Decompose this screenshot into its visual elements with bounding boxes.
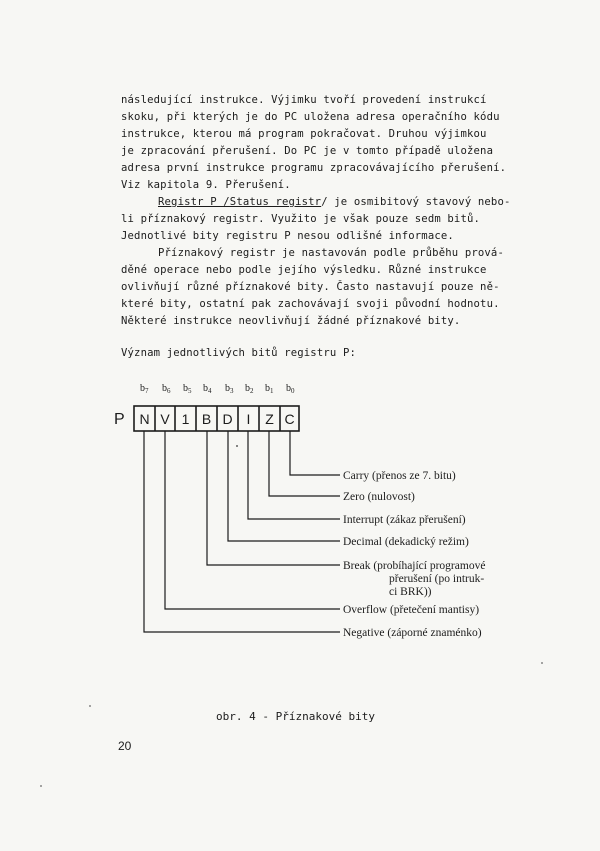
text-line: Význam jednotlivých bitů registru P: <box>121 347 357 359</box>
text-line: skoku, při kterých je do PC uložena adresa operačního kódu <box>121 111 500 123</box>
flag-decimal: Decimal (dekadický režim) <box>343 536 469 548</box>
text-line: Některé instrukce neovlivňují žádné příznakové bity. <box>121 315 461 327</box>
text-line: li příznakový registr. Využito je však pouze sedm bitů. <box>121 213 481 225</box>
text-line: adresa první instrukce programu zpracovávajícího přerušení. <box>121 162 507 174</box>
register-name: P <box>114 411 125 428</box>
bit-label: $b_7$ <box>140 383 149 395</box>
leader-line-break <box>207 431 340 565</box>
text-line-rest: / je osmibitový stavový nebo- <box>321 196 511 208</box>
bit-label: $b_4$ <box>203 383 212 395</box>
bit-label: $b_2$ <box>245 383 254 395</box>
bit-label: $b_6$ <box>162 383 171 395</box>
flag-interrupt: Interrupt (zákaz přerušení) <box>343 514 466 526</box>
text-line: které bity, ostatní pak zachovávají svoji původní hodnotu. <box>121 298 500 310</box>
flag-overflow: Overflow (přetečení mantisy) <box>343 604 480 616</box>
text-line: děné operace nebo podle jejího výsledku. Různé instrukce <box>121 264 487 276</box>
leader-line-negative <box>144 431 340 632</box>
register-cell: D <box>222 411 233 427</box>
flag-break-cont: přerušení (po intruk- <box>389 573 485 585</box>
leader-line-decimal <box>228 431 340 541</box>
flag-zero: Zero (nulovost) <box>343 491 415 503</box>
figure-caption: obr. 4 - Příznakové bity <box>216 710 375 723</box>
register-cell: B <box>201 411 212 427</box>
text-line: instrukce, kterou má program pokračovat. Druhou výjimkou <box>121 128 487 140</box>
leader-line-carry <box>290 431 340 475</box>
underlined-term: Registr P /Status registr <box>158 196 322 208</box>
register-cell: I <box>246 411 251 427</box>
bit-label: $b_5$ <box>183 383 192 395</box>
register-cell: Z <box>265 411 274 427</box>
page-number: 20 <box>118 739 132 753</box>
bit-label: $b_0$ <box>286 383 295 395</box>
leader-line-overflow <box>165 431 340 609</box>
scan-speck <box>89 705 91 707</box>
register-cell: V <box>160 411 170 427</box>
register-cell: 1 <box>181 411 190 427</box>
text-line: Jednotlivé bity registru P nesou odlišné informace. <box>121 230 454 242</box>
leader-line-zero <box>269 431 340 496</box>
bit-label: $b_3$ <box>225 383 234 395</box>
register-cell: N <box>139 411 150 427</box>
flag-carry: Carry (přenos ze 7. bitu) <box>343 470 456 482</box>
flag-break: Break (probíhající programové <box>343 560 486 572</box>
scan-speck <box>541 662 543 664</box>
text-line: je zpracování přerušení. Do PC je v tomto případě uložena <box>121 145 494 157</box>
text-line: Příznakový registr je nastavován podle průběhu prová- <box>158 247 504 259</box>
flag-negative: Negative (záporné znaménko) <box>343 627 482 639</box>
scan-speck <box>40 785 42 787</box>
text-line: Viz kapitola 9. Přerušení. <box>121 179 291 191</box>
bit-label: $b_1$ <box>265 383 274 395</box>
flag-break-cont: ci BRK)) <box>389 586 432 598</box>
register-cell: C <box>284 411 295 427</box>
text-line: ovlivňují různé příznakové bity. Často nastavují pouze ně- <box>121 281 500 293</box>
text-line: následující instrukce. Výjimku tvoří provedení instrukcí <box>121 94 487 106</box>
